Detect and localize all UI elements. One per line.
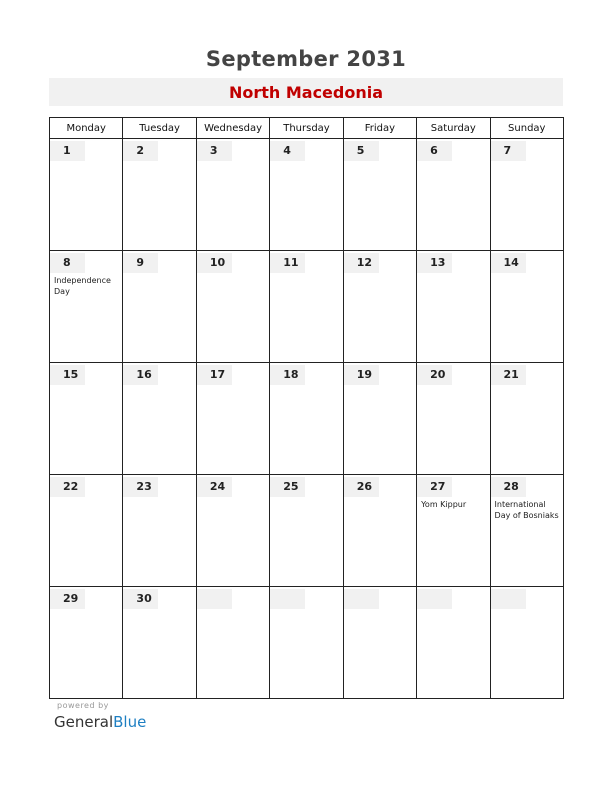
holiday-label: International Day of Bosniaks (494, 500, 559, 520)
day-cell[interactable] (196, 587, 269, 699)
weekday-header: Friday (343, 118, 416, 139)
day-number: 30 (123, 589, 158, 609)
day-number: 9 (123, 253, 158, 273)
day-cell[interactable] (417, 475, 490, 587)
day-number: 29 (50, 589, 85, 609)
week-row (50, 363, 564, 475)
week-row (50, 139, 564, 251)
day-cell[interactable] (270, 139, 343, 251)
day-number: 19 (344, 365, 379, 385)
day-number: 14 (491, 253, 526, 273)
day-number (344, 589, 379, 609)
day-number (491, 589, 526, 609)
day-cell[interactable] (50, 363, 123, 475)
country-name: North Macedonia (228, 83, 384, 102)
day-number: 16 (123, 365, 158, 385)
day-number: 12 (344, 253, 379, 273)
day-number: 4 (270, 141, 305, 161)
day-cell[interactable] (123, 139, 196, 251)
day-number: 5 (344, 141, 379, 161)
day-cell[interactable] (490, 587, 563, 699)
day-cell[interactable] (196, 139, 269, 251)
brand-logo[interactable] (54, 713, 146, 731)
weekday-header: Monday (50, 118, 123, 139)
brand-blue-text: Blue (113, 713, 147, 731)
day-cell[interactable] (490, 251, 563, 363)
day-number: 6 (417, 141, 452, 161)
weekday-header: Sunday (490, 118, 563, 139)
day-number: 15 (50, 365, 85, 385)
powered-by-label: powered by (57, 701, 109, 710)
day-cell[interactable] (196, 363, 269, 475)
day-cell[interactable] (343, 475, 416, 587)
day-cell[interactable] (417, 363, 490, 475)
weekday-header: Thursday (270, 118, 343, 139)
day-number (417, 589, 452, 609)
day-cell[interactable] (343, 363, 416, 475)
country-banner (49, 78, 563, 106)
day-cell[interactable] (490, 139, 563, 251)
day-number (270, 589, 305, 609)
weekday-header: Tuesday (123, 118, 196, 139)
day-number: 7 (491, 141, 526, 161)
day-number: 10 (197, 253, 232, 273)
day-cell[interactable] (196, 251, 269, 363)
day-number: 2 (123, 141, 158, 161)
day-cell[interactable] (343, 139, 416, 251)
weekday-header: Wednesday (196, 118, 269, 139)
day-number: 27 (417, 477, 452, 497)
day-number (197, 589, 232, 609)
day-number: 17 (197, 365, 232, 385)
day-cell[interactable] (490, 475, 563, 587)
day-cell[interactable] (50, 475, 123, 587)
day-number: 28 (491, 477, 526, 497)
calendar-grid (49, 117, 564, 699)
day-cell[interactable] (417, 139, 490, 251)
day-cell[interactable] (123, 475, 196, 587)
day-cell[interactable] (490, 363, 563, 475)
week-row (50, 475, 564, 587)
day-cell[interactable] (196, 475, 269, 587)
weekday-header-row (50, 118, 564, 139)
page-title: September 2031 (205, 47, 407, 71)
day-cell[interactable] (417, 251, 490, 363)
week-row (50, 251, 564, 363)
day-number: 18 (270, 365, 305, 385)
day-number: 20 (417, 365, 452, 385)
day-number: 21 (491, 365, 526, 385)
day-cell[interactable] (50, 139, 123, 251)
day-number: 8 (50, 253, 85, 273)
day-number: 11 (270, 253, 305, 273)
week-row (50, 587, 564, 699)
holiday-label: Independence Day (54, 276, 111, 296)
day-cell[interactable] (50, 587, 123, 699)
brand-general-text: General (54, 713, 114, 731)
weekday-header: Saturday (417, 118, 490, 139)
day-number: 25 (270, 477, 305, 497)
day-cell[interactable] (343, 587, 416, 699)
day-cell[interactable] (123, 251, 196, 363)
day-cell[interactable] (270, 363, 343, 475)
day-cell[interactable] (270, 251, 343, 363)
day-number: 13 (417, 253, 452, 273)
day-cell[interactable] (50, 251, 123, 363)
day-number: 22 (50, 477, 85, 497)
day-number: 26 (344, 477, 379, 497)
day-cell[interactable] (343, 251, 416, 363)
day-number: 24 (197, 477, 232, 497)
day-number: 3 (197, 141, 232, 161)
day-number: 1 (50, 141, 85, 161)
day-cell[interactable] (417, 587, 490, 699)
day-cell[interactable] (270, 475, 343, 587)
day-cell[interactable] (270, 587, 343, 699)
calendar-body (50, 139, 564, 699)
day-cell[interactable] (123, 587, 196, 699)
day-number: 23 (123, 477, 158, 497)
holiday-label: Yom Kippur (421, 500, 467, 509)
day-cell[interactable] (123, 363, 196, 475)
